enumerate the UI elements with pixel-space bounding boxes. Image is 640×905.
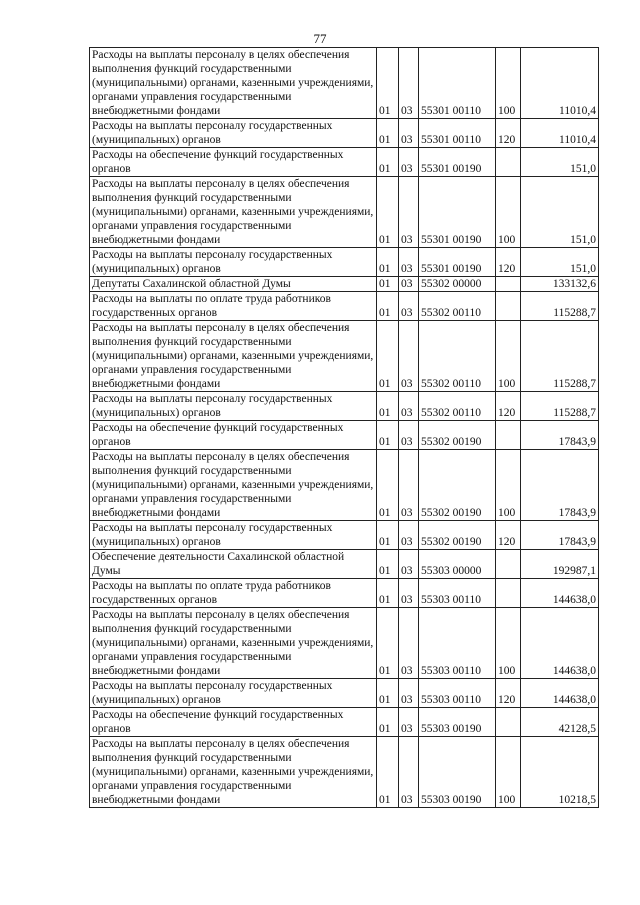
table-row [90,148,599,177]
table-row [90,579,599,608]
target-article-cell: 55303 00190 [419,708,496,737]
table-row [90,521,599,550]
expense-type-cell: 100 [496,321,521,392]
section-code-cell: 01 [377,148,399,177]
expense-type-cell [496,550,521,579]
amount-cell: 144638,0 [521,579,599,608]
expense-type-cell: 100 [496,608,521,679]
amount-cell: 115288,7 [521,392,599,421]
table-row [90,737,599,808]
subsection-code-cell: 03 [399,737,419,808]
expense-type-cell: 120 [496,119,521,148]
section-code-cell: 01 [377,550,399,579]
section-code-cell: 01 [377,679,399,708]
expense-name-cell: Расходы на обеспечение функций государственных органов [90,421,377,450]
target-article-cell: 55301 00190 [419,248,496,277]
target-article-cell: 55302 00110 [419,321,496,392]
amount-cell: 133132,6 [521,277,599,292]
expense-type-cell: 120 [496,679,521,708]
section-code-cell: 01 [377,119,399,148]
target-article-cell: 55302 00110 [419,392,496,421]
target-article-cell: 55302 00190 [419,450,496,521]
subsection-code-cell: 03 [399,148,419,177]
expense-type-cell [496,708,521,737]
amount-cell: 10218,5 [521,737,599,808]
expense-name-cell: Расходы на выплаты персоналу государственных (муниципальных) органов [90,119,377,148]
expense-name-cell: Расходы на выплаты персоналу в целях обеспечения выполнения функций государственными (муниципальными) органами, казенными учреждениями, органами управления государственными внебюджетными фондами [90,608,377,679]
subsection-code-cell: 03 [399,177,419,248]
target-article-cell: 55301 00110 [419,48,496,119]
subsection-code-cell: 03 [399,421,419,450]
subsection-code-cell: 03 [399,550,419,579]
table-row [90,550,599,579]
subsection-code-cell: 03 [399,708,419,737]
amount-cell: 17843,9 [521,421,599,450]
expense-type-cell [496,277,521,292]
section-code-cell: 01 [377,277,399,292]
subsection-code-cell: 03 [399,579,419,608]
subsection-code-cell: 03 [399,248,419,277]
target-article-cell: 55302 00190 [419,521,496,550]
page-number: 77 [313,31,327,46]
expense-type-cell: 100 [496,737,521,808]
subsection-code-cell: 03 [399,521,419,550]
table-row [90,392,599,421]
amount-cell: 17843,9 [521,450,599,521]
subsection-code-cell: 03 [399,277,419,292]
section-code-cell: 01 [377,579,399,608]
section-code-cell: 01 [377,48,399,119]
amount-cell: 192987,1 [521,550,599,579]
expense-type-cell: 100 [496,48,521,119]
table-row [90,608,599,679]
budget-table [89,47,599,808]
expense-name-cell: Расходы на выплаты по оплате труда работников государственных органов [90,292,377,321]
table-row [90,119,599,148]
table-row [90,48,599,119]
expense-name-cell: Расходы на выплаты персоналу в целях обеспечения выполнения функций государственными (муниципальными) органами, казенными учреждениями, органами управления государственными внебюджетными фондами [90,450,377,521]
expense-name-cell: Обеспечение деятельности Сахалинской областной Думы [90,550,377,579]
expense-name-cell: Расходы на выплаты персоналу государственных (муниципальных) органов [90,521,377,550]
expense-type-cell: 120 [496,248,521,277]
amount-cell: 11010,4 [521,119,599,148]
expense-type-cell: 120 [496,392,521,421]
expense-type-cell [496,421,521,450]
target-article-cell: 55301 00190 [419,148,496,177]
expense-name-cell: Расходы на выплаты персоналу государственных (муниципальных) органов [90,248,377,277]
subsection-code-cell: 03 [399,292,419,321]
expense-type-cell [496,292,521,321]
table-row [90,177,599,248]
target-article-cell: 55301 00190 [419,177,496,248]
subsection-code-cell: 03 [399,450,419,521]
expense-name-cell: Расходы на выплаты персоналу государственных (муниципальных) органов [90,679,377,708]
expense-name-cell: Расходы на выплаты персоналу в целях обеспечения выполнения функций государственными (муниципальными) органами, казенными учреждениями, органами управления государственными внебюджетными фондами [90,737,377,808]
subsection-code-cell: 03 [399,392,419,421]
section-code-cell: 01 [377,392,399,421]
amount-cell: 115288,7 [521,292,599,321]
table-row [90,277,599,292]
expense-type-cell [496,148,521,177]
target-article-cell: 55303 00110 [419,579,496,608]
section-code-cell: 01 [377,421,399,450]
expense-name-cell: Расходы на выплаты персоналу в целях обеспечения выполнения функций государственными (муниципальными) органами, казенными учреждениями, органами управления государственными внебюджетными фондами [90,177,377,248]
expense-type-cell [496,579,521,608]
table-row [90,421,599,450]
section-code-cell: 01 [377,177,399,248]
expense-name-cell: Расходы на выплаты персоналу в целях обеспечения выполнения функций государственными (муниципальными) органами, казенными учреждениями, органами управления государственными внебюджетными фондами [90,48,377,119]
section-code-cell: 01 [377,292,399,321]
target-article-cell: 55303 00190 [419,737,496,808]
amount-cell: 151,0 [521,177,599,248]
expense-type-cell: 100 [496,177,521,248]
target-article-cell: 55301 00110 [419,119,496,148]
section-code-cell: 01 [377,737,399,808]
amount-cell: 11010,4 [521,48,599,119]
expense-name-cell: Расходы на обеспечение функций государственных органов [90,708,377,737]
expense-type-cell: 100 [496,450,521,521]
subsection-code-cell: 03 [399,608,419,679]
expense-type-cell: 120 [496,521,521,550]
section-code-cell: 01 [377,248,399,277]
section-code-cell: 01 [377,608,399,679]
section-code-cell: 01 [377,521,399,550]
table-row [90,321,599,392]
target-article-cell: 55303 00110 [419,608,496,679]
expense-name-cell: Расходы на выплаты персоналу в целях обеспечения выполнения функций государственными (муниципальными) органами, казенными учреждениями, органами управления государственными внебюджетными фондами [90,321,377,392]
subsection-code-cell: 03 [399,119,419,148]
expense-name-cell: Расходы на выплаты по оплате труда работников государственных органов [90,579,377,608]
target-article-cell: 55302 00000 [419,277,496,292]
target-article-cell: 55303 00000 [419,550,496,579]
table-row [90,450,599,521]
target-article-cell: 55302 00110 [419,292,496,321]
table-row [90,708,599,737]
table-row [90,679,599,708]
expense-name-cell: Расходы на обеспечение функций государственных органов [90,148,377,177]
section-code-cell: 01 [377,708,399,737]
table-row [90,292,599,321]
subsection-code-cell: 03 [399,679,419,708]
amount-cell: 17843,9 [521,521,599,550]
table-row [90,248,599,277]
amount-cell: 151,0 [521,248,599,277]
amount-cell: 144638,0 [521,679,599,708]
amount-cell: 42128,5 [521,708,599,737]
section-code-cell: 01 [377,321,399,392]
target-article-cell: 55303 00110 [419,679,496,708]
amount-cell: 151,0 [521,148,599,177]
amount-cell: 115288,7 [521,321,599,392]
subsection-code-cell: 03 [399,48,419,119]
expense-name-cell: Расходы на выплаты персоналу государственных (муниципальных) органов [90,392,377,421]
expense-name-cell: Депутаты Сахалинской областной Думы [90,277,377,292]
amount-cell: 144638,0 [521,608,599,679]
subsection-code-cell: 03 [399,321,419,392]
target-article-cell: 55302 00190 [419,421,496,450]
section-code-cell: 01 [377,450,399,521]
